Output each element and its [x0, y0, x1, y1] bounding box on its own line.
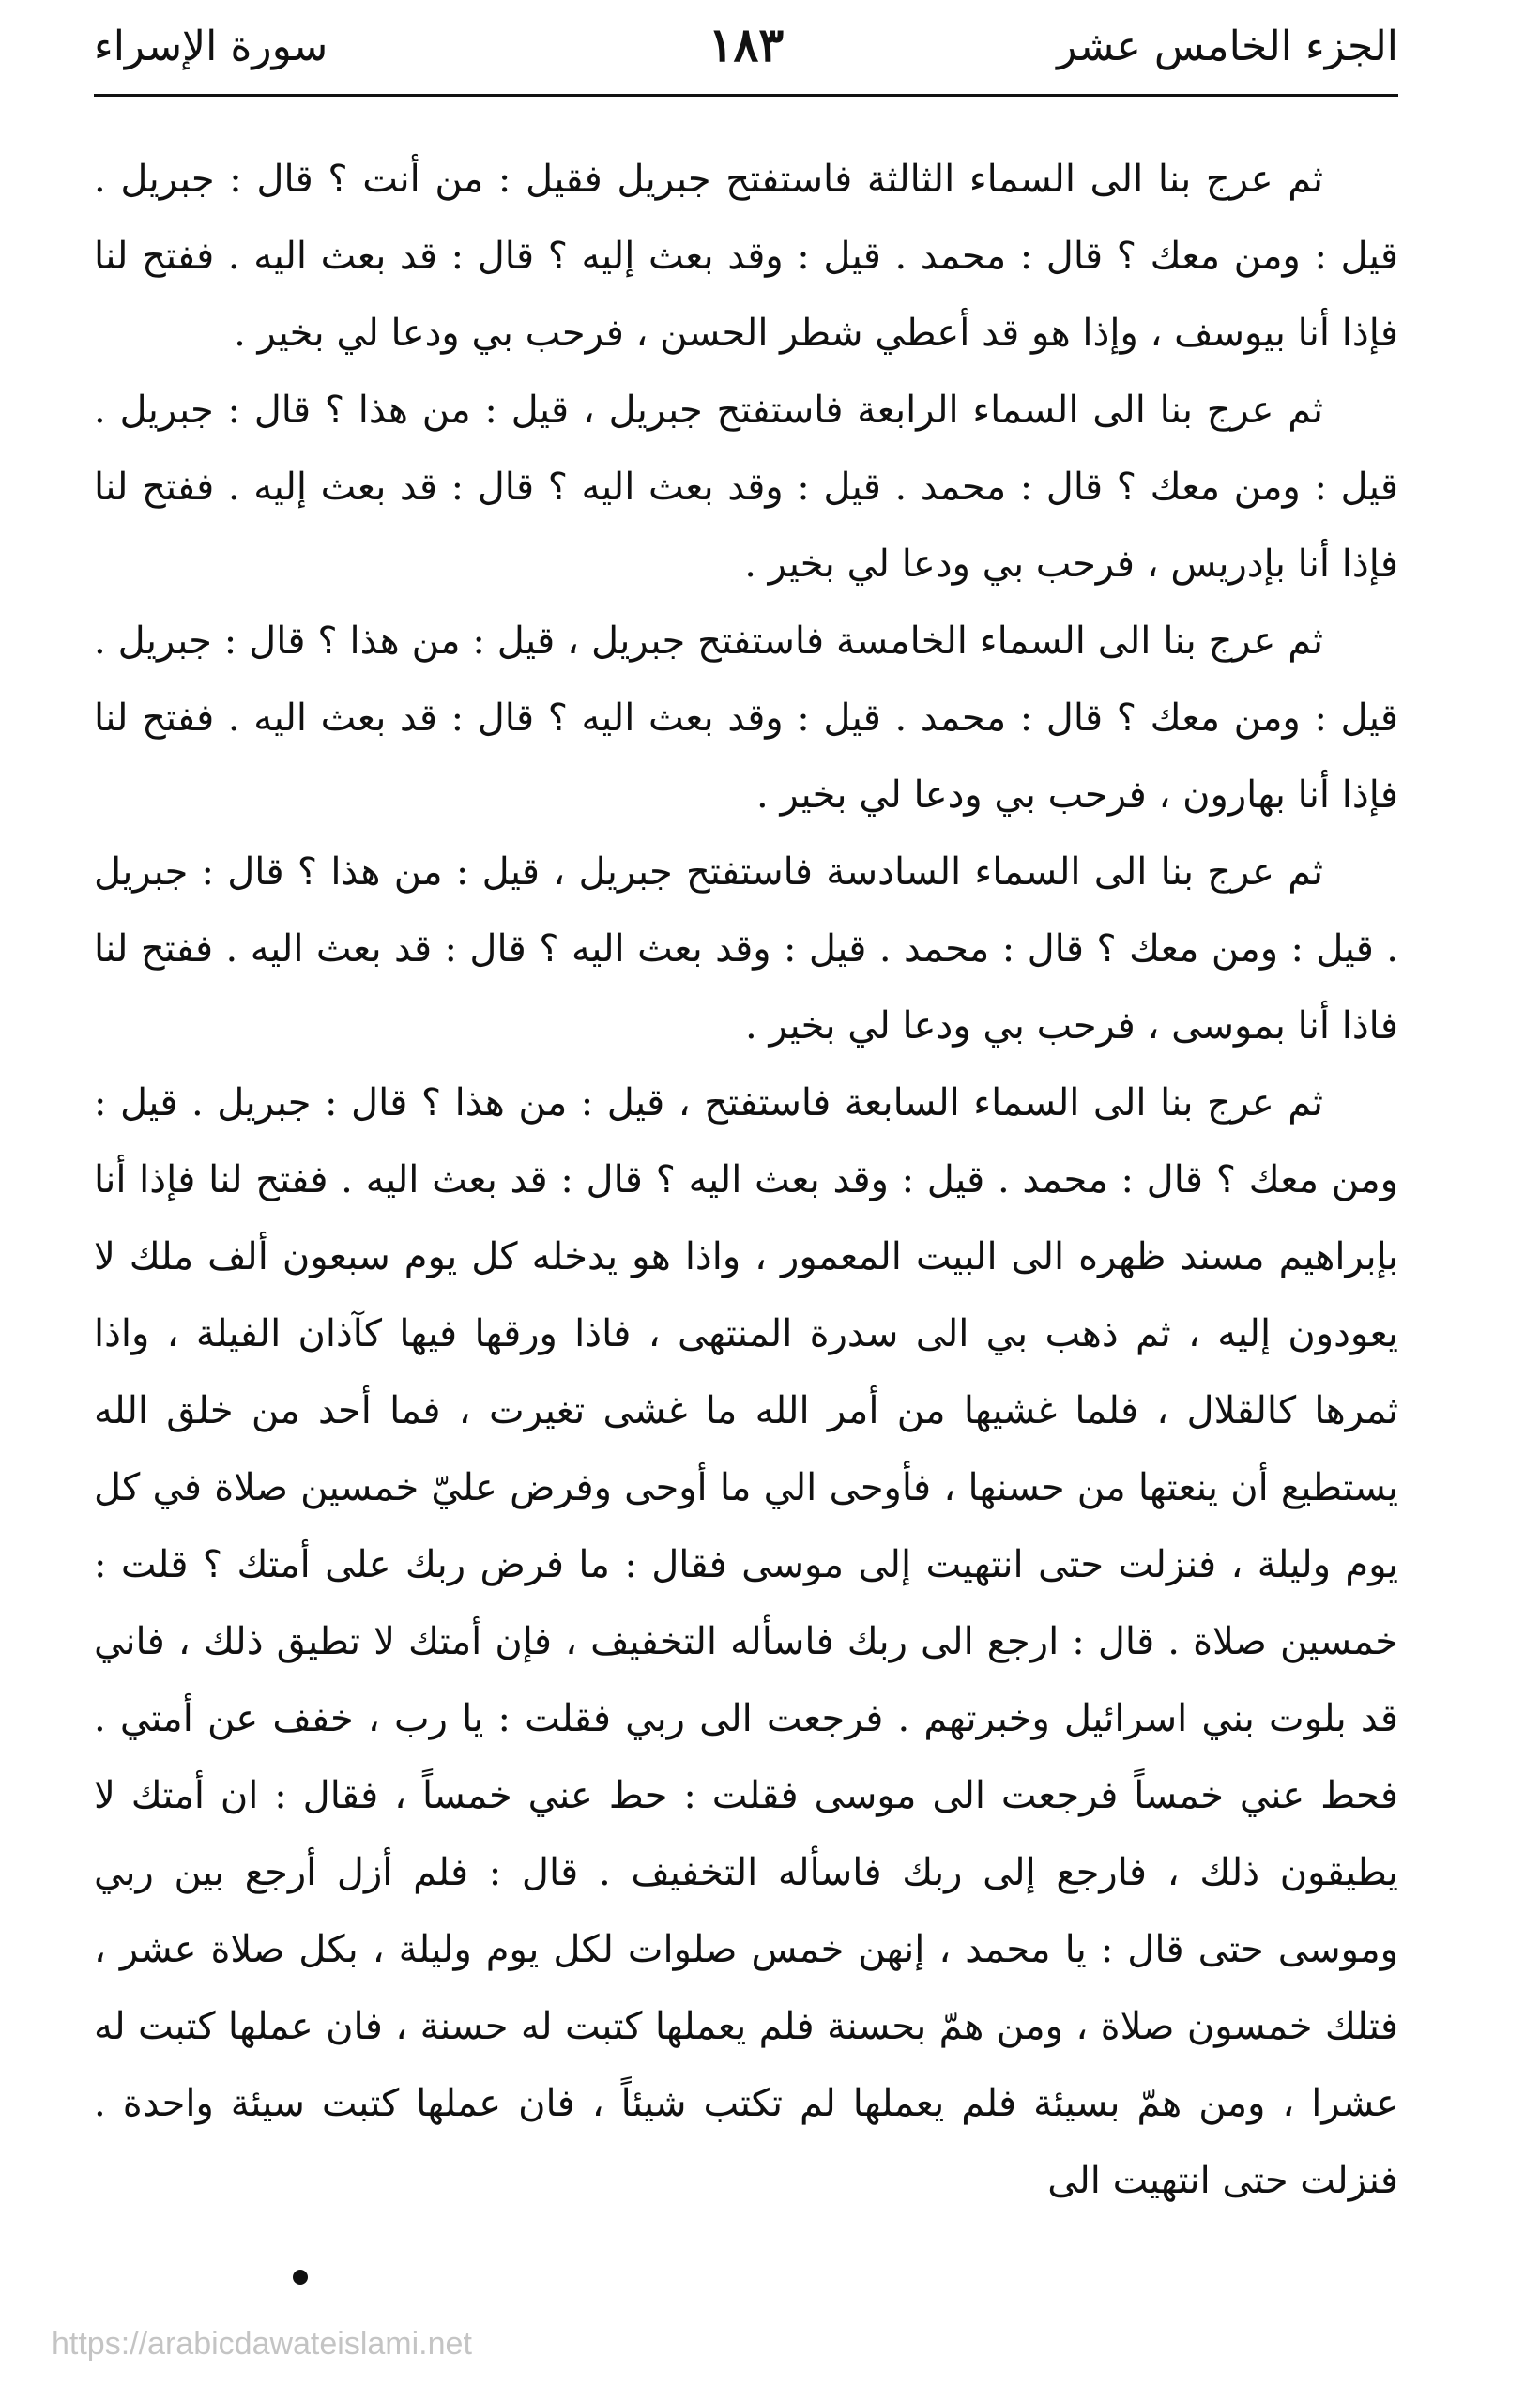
page-header	[94, 17, 1398, 92]
surah-title: سورة الإسراء	[94, 23, 328, 70]
ink-dot	[293, 2270, 308, 2285]
juz-title: الجزء الخامس عشر	[1057, 23, 1398, 70]
paragraph-third-heaven: ثم عرج بنا الى السماء الثالثة فاستفتح جبريل فقيل : من أنت ؟ قال : جبريل . قيل : ومن معك ؟ قال : محمد . قيل : وقد بعث إليه ؟ قال : قد بعث اليه . ففتح لنا فإذا أنا بيوسف ، وإذا هو قد أعطي شطر الحسن ، فرحب بي ودعا لي بخير .	[94, 158, 1398, 355]
body-text	[94, 141, 1398, 2219]
watermark-url: https://arabicdawateislami.net	[52, 2326, 472, 2362]
page-number: ١٨٣	[708, 17, 785, 72]
paragraph-fourth-heaven: ثم عرج بنا الى السماء الرابعة فاستفتح جبريل ، قيل : من هذا ؟ قال : جبريل . قيل : ومن معك ؟ قال : محمد . قيل : وقد بعث اليه ؟ قال : قد بعث إليه . ففتح لنا فإذا أنا بإدريس ، فرحب بي ودعا لي بخير .	[94, 389, 1398, 586]
header-divider	[94, 94, 1398, 97]
paragraph-sixth-heaven: ثم عرج بنا الى السماء السادسة فاستفتح جبريل ، قيل : من هذا ؟ قال : جبريل . قيل : ومن معك ؟ قال : محمد . قيل : وقد بعث اليه ؟ قال : قد بعث اليه . ففتح لنا فاذا أنا بموسى ، فرحب بي ودعا لي بخير .	[94, 850, 1398, 1048]
paragraph-seventh-heaven: ثم عرج بنا الى السماء السابعة فاستفتح ، قيل : من هذا ؟ قال : جبريل . قيل : ومن معك ؟ قال : محمد . قيل : وقد بعث اليه ؟ قال : قد بعث اليه . ففتح لنا فإذا أنا بإبراهيم مسند ظهره الى البيت المعمور ، واذا هو يدخله كل يوم سبعون ألف ملك لا يعودون إليه ، ثم ذهب بي الى سدرة المنتهى ، فاذا ورقها فيها كآذان الفيلة ، واذا ثمرها كالقلال ، فلما غشيها من أمر الله ما غشى تغيرت ، فما أحد من خلق الله يستطيع أن ينعتها من حسنها ، فأوحى الي ما أوحى وفرض عليّ خمسين صلاة في كل يوم وليلة ، فنزلت حتى انتهيت إلى موسى فقال : ما فرض ربك على أمتك ؟ قلت : خمسين صلاة . قال : ارجع الى ربك فاسأله التخفيف ، فإن أمتك لا تطيق ذلك ، فاني قد بلوت بني اسرائيل وخبرتهم . فرجعت الى ربي فقلت : يا رب ، خفف عن أمتي . فحط عني خمساً فرجعت الى موسى فقلت : حط عني خمساً ، فقال : ان أمتك لا يطيقون ذلك ، فارجع إلى ربك فاسأله التخفيف . قال : فلم أزل أرجع بين ربي وموسى حتى قال : يا محمد ، إنهن خمس صلوات لكل يوم وليلة ، بكل صلاة عشر ، فتلك خمسون صلاة ، ومن همّ بحسنة فلم يعملها كتبت له حسنة ، فان عملها كتبت له عشرا ، ومن همّ بسيئة فلم يعملها لم تكتب شيئاً ، فان عملها كتبت سيئة واحدة . فنزلت حتى انتهيت الى	[94, 1081, 1398, 2202]
paragraph-fifth-heaven: ثم عرج بنا الى السماء الخامسة فاستفتح جبريل ، قيل : من هذا ؟ قال : جبريل . قيل : ومن معك ؟ قال : محمد . قيل : وقد بعث اليه ؟ قال : قد بعث اليه . ففتح لنا فإذا أنا بهارون ، فرحب بي ودعا لي بخير .	[94, 620, 1398, 817]
